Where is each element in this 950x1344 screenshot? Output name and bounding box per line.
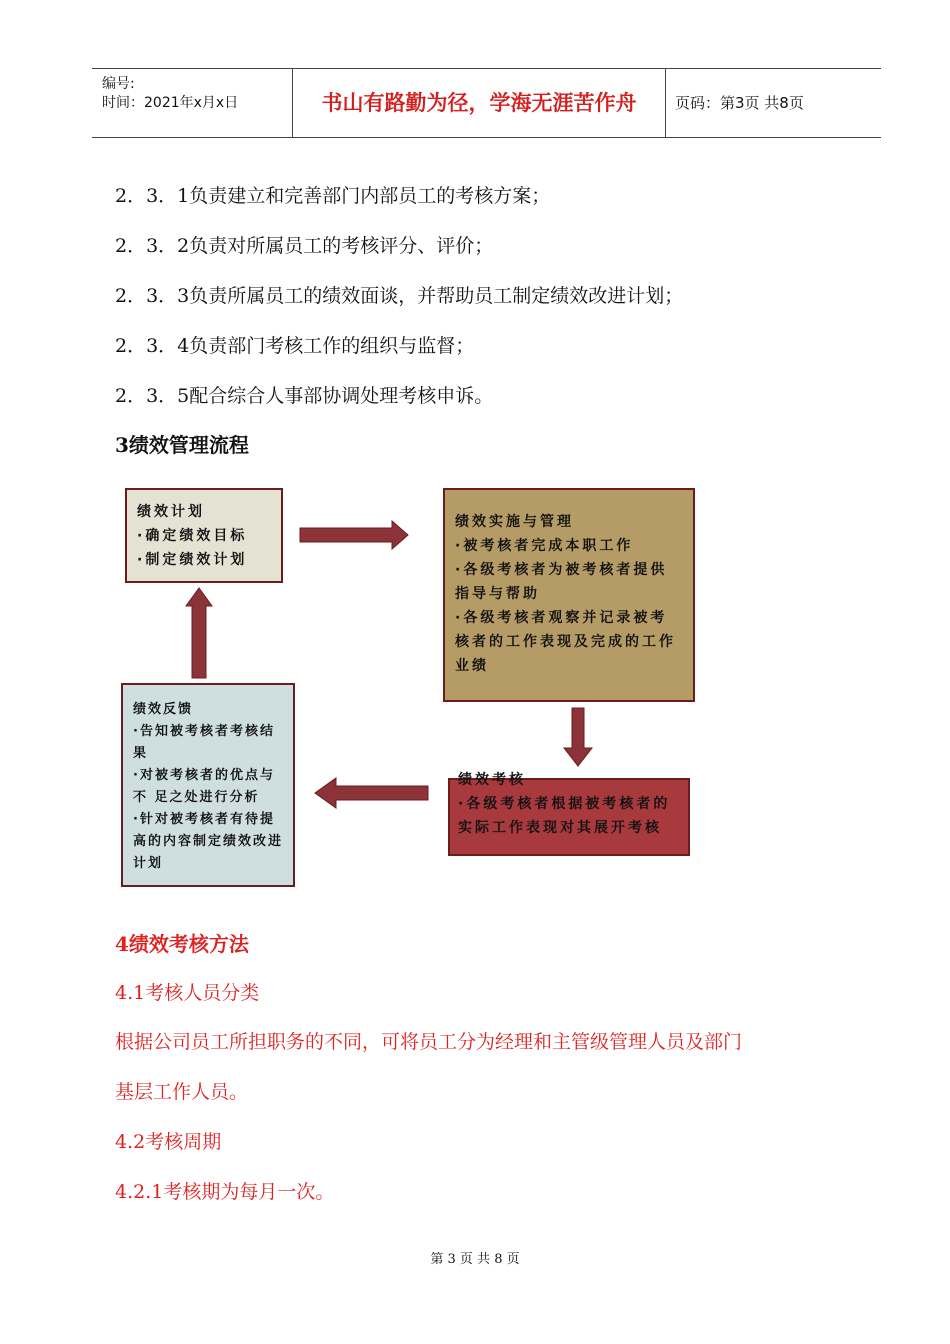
- plan-title: 绩效计划: [137, 504, 205, 520]
- implement-item-2: ·各级考核者为被考核者提供指导与帮助: [455, 562, 668, 602]
- duty-1: 2．3．1负责建立和完善部门内部员工的考核方案；: [115, 185, 551, 207]
- plan-item-2: ·制定绩效计划: [137, 552, 248, 568]
- implement-title: 绩效实施与管理: [455, 514, 574, 530]
- duty-4: 2．3．4负责部门考核工作的组织与监督；: [115, 335, 475, 357]
- feedback-item-2: ·对被考核者的优点与不 足之处进行分析: [133, 768, 275, 805]
- section4-title: 4绩效考核方法: [115, 932, 249, 956]
- flow-box-appraise: [448, 772, 690, 856]
- duty-2: 2．3．2负责对所属员工的考核评分、评价；: [115, 235, 494, 257]
- header-motto: 书山有路勤为径，学海无涯苦作舟: [293, 69, 666, 137]
- header-page: 页码：第3页 共8页: [675, 94, 804, 112]
- header-meta: [92, 69, 293, 137]
- implement-item-1: ·被考核者完成本职工作: [455, 538, 634, 554]
- plan-item-1: ·确定绩效目标: [137, 528, 248, 544]
- section421-text: 4.2.1考核期为每月一次。: [115, 1181, 335, 1203]
- feedback-item-3: ·针对被考核者有待提高的内容制定绩效改进计划: [133, 812, 284, 871]
- arrow-right: [300, 521, 408, 549]
- flow-box-feedback: [121, 683, 295, 887]
- section41-body-line2: 基层工作人员。: [115, 1081, 249, 1103]
- section41-title: 4.1考核人员分类: [115, 982, 260, 1004]
- flow-box-plan: [125, 488, 283, 583]
- flow-box-implement: [443, 488, 695, 702]
- section41-body-line1: 根据公司员工所担职务的不同，可将员工分为经理和主管级管理人员及部门: [115, 1031, 743, 1053]
- section3-title: 3绩效管理流程: [115, 433, 249, 457]
- section42-title: 4.2考核周期: [115, 1131, 222, 1153]
- page-footer: 第 3 页 共 8 页: [430, 1252, 520, 1267]
- arrow-down: [564, 708, 592, 766]
- arrow-up: [186, 588, 212, 678]
- duty-5: 2．3．5配合综合人事部协调处理考核申诉。: [115, 385, 494, 407]
- page-header: [92, 68, 881, 138]
- feedback-item-1: ·告知被考核者考核结果: [133, 724, 275, 761]
- arrow-left: [315, 778, 428, 808]
- appraise-title: 绩效考核: [458, 772, 526, 788]
- appraise-item-1: ·各级考核者根据被考核者的实际工作表现对其展开考核: [458, 796, 671, 836]
- feedback-title: 绩效反馈: [133, 702, 194, 717]
- duty-3: 2．3．3负责所属员工的绩效面谈，并帮助员工制定绩效改进计划；: [115, 285, 684, 307]
- header-id: 编号:: [102, 76, 135, 92]
- header-time: 时间：2021年x月x日: [102, 95, 239, 111]
- implement-item-3: ·各级考核者观察并记录被考核者的工作表现及完成的工作业绩: [455, 610, 676, 674]
